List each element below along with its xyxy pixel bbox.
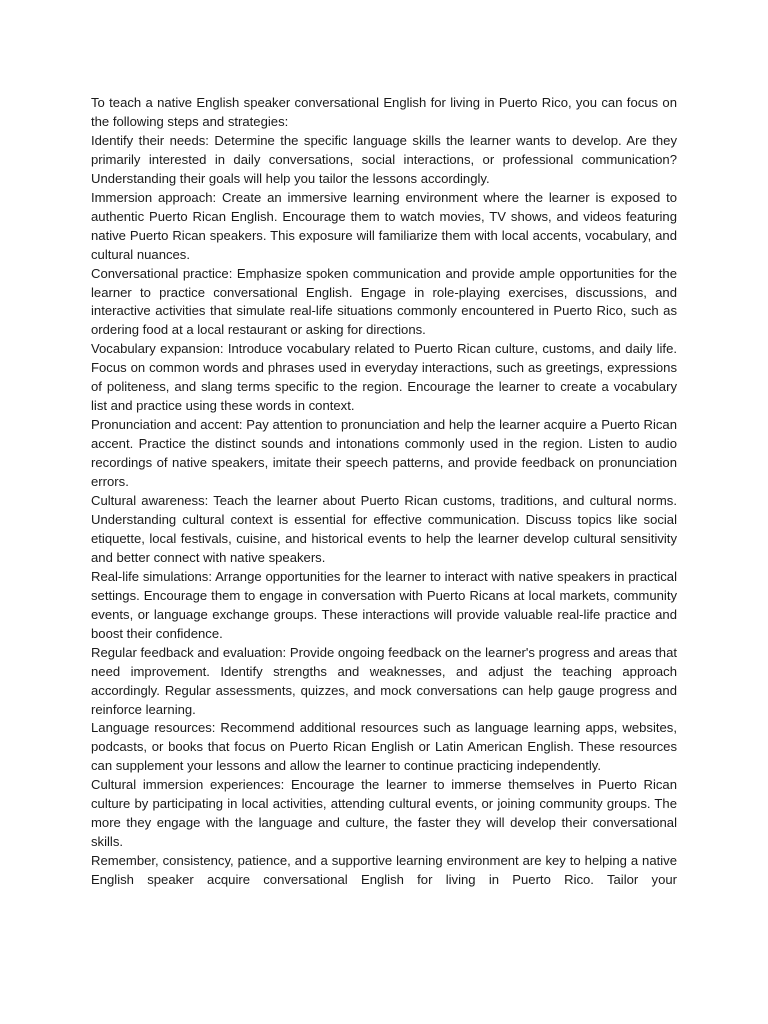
paragraph-real-life-simulations: Real-life simulations: Arrange opportunities for the learner to interact with native speakers in practical settings. Encourage them to engage in conversation with Puerto Ricans at local markets, community events, or language exchange groups. These interactions will provide valuable real-life practice and boost their confidence. xyxy=(91,568,677,641)
paragraph-identify-needs: Identify their needs: Determine the specific language skills the learner wants to develop. Are they primarily interested in daily conversations, social interactions, or professional communication? Understanding their goals will help you tailor the lessons accordingly. xyxy=(91,132,677,186)
document-body xyxy=(91,94,677,890)
paragraph-immersion-approach: Immersion approach: Create an immersive learning environment where the learner is exposed to authentic Puerto Rican English. Encourage them to watch movies, TV shows, and videos featuring native Puerto Rican speakers. This exposure will familiarize them with local accents, vocabulary, and cultural nuances. xyxy=(91,189,677,262)
paragraph-language-resources: Language resources: Recommend additional resources such as language learning apps, websites, podcasts, or books that focus on Puerto Rican English or Latin American English. These resources can supplement your lessons and allow the learner to continue practicing independently. xyxy=(91,720,677,774)
paragraph-cultural-awareness: Cultural awareness: Teach the learner about Puerto Rican customs, traditions, and cultural norms. Understanding cultural context is essential for effective communication. Discuss topics like social etiquette, local festivals, cuisine, and historical events to help the learner develop cultural sensitivity and better connect with native speakers. xyxy=(91,493,677,565)
paragraph-intro: To teach a native English speaker conversational English for living in Puerto Rico, you can focus on the following steps and strategies: xyxy=(91,95,677,129)
paragraph-vocabulary-expansion: Vocabulary expansion: Introduce vocabulary related to Puerto Rican culture, customs, and daily life. Focus on common words and phrases used in everyday interactions, such as greetings, expressions of politeness, and slang terms specific to the region. Encourage the learner to create a vocabulary list and practice using these words in context. xyxy=(91,341,677,414)
paragraph-conversational-practice: Conversational practice: Emphasize spoken communication and provide ample opportunities for the learner to practice conversational English. Engage in role-playing exercises, discussions, and interactive activities that simulate real-life situations commonly encountered in Puerto Rico, such as ordering food at a local restaurant or asking for directions. xyxy=(91,265,677,338)
paragraph-regular-feedback: Regular feedback and evaluation: Provide ongoing feedback on the learner's progress and areas that need improvement. Identify strengths and weaknesses, and adjust the teaching approach accordingly. Regular assessments, quizzes, and mock conversations can help gauge progress and reinforce learning. xyxy=(91,644,677,717)
paragraph-conclusion: Remember, consistency, patience, and a supportive learning environment are key to helping a native English speaker acquire conversational English for living in Puerto Rico. Tailor your xyxy=(91,853,677,888)
paragraph-cultural-immersion: Cultural immersion experiences: Encourage the learner to immerse themselves in Puerto Rican culture by participating in local activities, attending cultural events, or joining community groups. The more they engage with the language and culture, the faster they will develop their conversational skills. xyxy=(91,777,677,850)
paragraph-pronunciation-accent: Pronunciation and accent: Pay attention to pronunciation and help the learner acquire a Puerto Rican accent. Practice the distinct sounds and intonations commonly used in the region. Listen to audio recordings of native speakers, imitate their speech patterns, and provide feedback on pronunciation errors. xyxy=(91,417,677,490)
